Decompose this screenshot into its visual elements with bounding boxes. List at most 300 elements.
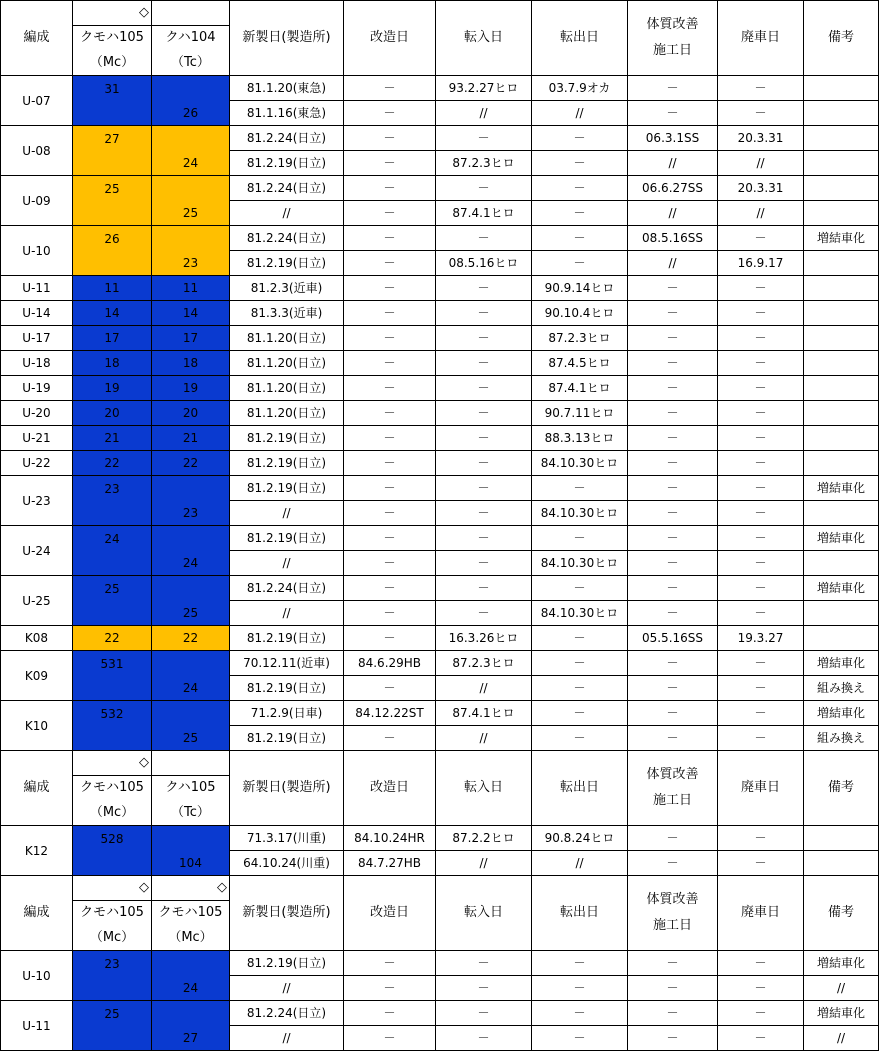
formation-row — [1, 951, 879, 976]
cell-out: － — [532, 526, 628, 551]
formation-row — [1, 401, 879, 426]
cell-notes — [804, 451, 879, 476]
cell-in: // — [436, 101, 532, 126]
cell-built: 81.2.19(日立) — [230, 626, 344, 651]
cell-renov: － — [628, 701, 718, 726]
car1-number: 17 — [73, 326, 152, 351]
header-scrapped: 廃車日 — [718, 751, 804, 826]
car2-number: 25 — [152, 576, 230, 626]
formation-name: U-22 — [1, 451, 73, 476]
cell-out: － — [532, 701, 628, 726]
formation-name: U-20 — [1, 401, 73, 426]
header-car1-type: （Mc） — [73, 801, 152, 826]
cell-out: － — [532, 951, 628, 976]
cell-in: － — [436, 401, 532, 426]
cell-rebuilt: － — [344, 976, 436, 1001]
formation-row — [1, 1001, 879, 1026]
cell-in: 87.2.3ヒロ — [436, 651, 532, 676]
car1-number: 23 — [73, 476, 152, 526]
cell-renov: － — [628, 76, 718, 101]
header-car1-type: （Mc） — [73, 51, 152, 76]
cell-in: 87.4.1ヒロ — [436, 201, 532, 226]
cell-renov: － — [628, 601, 718, 626]
cell-scrapped: 16.9.17 — [718, 251, 804, 276]
cell-rebuilt: 84.6.29HB — [344, 651, 436, 676]
cell-notes — [804, 201, 879, 226]
header-car2-type: （Tc） — [152, 51, 230, 76]
car2-number: 104 — [152, 826, 230, 876]
cell-in: 87.4.1ヒロ — [436, 701, 532, 726]
cell-rebuilt: － — [344, 101, 436, 126]
cell-rebuilt: － — [344, 251, 436, 276]
cell-built: 81.2.24(日立) — [230, 226, 344, 251]
cell-out: // — [532, 851, 628, 876]
formation-name: U-24 — [1, 526, 73, 576]
cell-out: 90.10.4ヒロ — [532, 301, 628, 326]
cell-out: － — [532, 651, 628, 676]
cell-notes: 増結車化 — [804, 226, 879, 251]
cell-scrapped: － — [718, 976, 804, 1001]
cell-scrapped: － — [718, 101, 804, 126]
formation-row — [1, 451, 879, 476]
cell-renov: － — [628, 676, 718, 701]
header-car1-type: （Mc） — [73, 926, 152, 951]
cell-in: － — [436, 526, 532, 551]
header-scrapped: 廃車日 — [718, 876, 804, 951]
cell-renov: － — [628, 451, 718, 476]
header-transfer-out: 転出日 — [532, 1, 628, 76]
formation-row — [1, 76, 879, 101]
cell-out: － — [532, 226, 628, 251]
cell-in: － — [436, 376, 532, 401]
formation-name: U-10 — [1, 226, 73, 276]
cell-in: // — [436, 676, 532, 701]
cell-in: － — [436, 976, 532, 1001]
car1-number: 18 — [73, 351, 152, 376]
cell-built: 70.12.11(近車) — [230, 651, 344, 676]
cell-notes — [804, 101, 879, 126]
cell-in: // — [436, 851, 532, 876]
cell-notes — [804, 601, 879, 626]
cell-out: 87.4.5ヒロ — [532, 351, 628, 376]
cell-built: 71.2.9(日車) — [230, 701, 344, 726]
formation-row — [1, 376, 879, 401]
cell-renov: － — [628, 651, 718, 676]
cell-out: 90.8.24ヒロ — [532, 826, 628, 851]
cell-notes — [804, 326, 879, 351]
header-rebuilt: 改造日 — [344, 1, 436, 76]
cell-built: 81.1.20(日立) — [230, 351, 344, 376]
cell-notes — [804, 251, 879, 276]
header-car1-name: クモハ105 — [73, 901, 152, 926]
formation-name: U-11 — [1, 1001, 73, 1051]
car1-number: 27 — [73, 126, 152, 176]
cell-notes: 組み換え — [804, 676, 879, 701]
cell-rebuilt: － — [344, 676, 436, 701]
cell-out: － — [532, 976, 628, 1001]
formation-row — [1, 626, 879, 651]
header-car2-type: （Mc） — [152, 926, 230, 951]
car2-number: 25 — [152, 176, 230, 226]
header-formation: 編成 — [1, 876, 73, 951]
formation-name: K12 — [1, 826, 73, 876]
cell-notes: 増結車化 — [804, 476, 879, 501]
formation-name: U-11 — [1, 276, 73, 301]
header-car1-name: クモハ105 — [73, 26, 152, 51]
cell-out: － — [532, 1001, 628, 1026]
cell-renov: － — [628, 851, 718, 876]
cell-notes: 増結車化 — [804, 576, 879, 601]
formation-row — [1, 176, 879, 201]
cell-rebuilt: － — [344, 151, 436, 176]
cell-notes — [804, 626, 879, 651]
cell-scrapped: － — [718, 226, 804, 251]
cell-rebuilt: － — [344, 601, 436, 626]
car1-number: 24 — [73, 526, 152, 576]
cell-scrapped: － — [718, 351, 804, 376]
cell-out: － — [532, 676, 628, 701]
cell-renov: － — [628, 376, 718, 401]
cell-built: 71.3.17(川重) — [230, 826, 344, 851]
cell-scrapped: － — [718, 651, 804, 676]
cell-renov: 06.3.1SS — [628, 126, 718, 151]
cell-rebuilt: － — [344, 126, 436, 151]
header-row — [1, 876, 879, 901]
cell-in: － — [436, 951, 532, 976]
formation-row — [1, 426, 879, 451]
cell-in: 87.2.3ヒロ — [436, 151, 532, 176]
car1-number: 25 — [73, 576, 152, 626]
header-car2-type: （Tc） — [152, 801, 230, 826]
car2-number: 19 — [152, 376, 230, 401]
cell-in: 87.2.2ヒロ — [436, 826, 532, 851]
cell-renov: － — [628, 826, 718, 851]
header-renovation-line1: 体質改善 — [646, 767, 699, 782]
cell-scrapped: － — [718, 551, 804, 576]
car2-number: 26 — [152, 76, 230, 126]
header-row — [1, 751, 879, 776]
cell-rebuilt: － — [344, 1026, 436, 1051]
cell-in: 08.5.16ヒロ — [436, 251, 532, 276]
cell-out: － — [532, 476, 628, 501]
cell-out: － — [532, 176, 628, 201]
formation-name: U-21 — [1, 426, 73, 451]
formation-row — [1, 476, 879, 501]
cell-scrapped: － — [718, 426, 804, 451]
cell-out: － — [532, 1026, 628, 1051]
car2-number: 14 — [152, 301, 230, 326]
formation-row — [1, 701, 879, 726]
formation-name: K09 — [1, 651, 73, 701]
cell-rebuilt: － — [344, 1001, 436, 1026]
cell-scrapped: － — [718, 326, 804, 351]
header-transfer-out: 転出日 — [532, 876, 628, 951]
cell-rebuilt: － — [344, 376, 436, 401]
cell-out: 87.2.3ヒロ — [532, 326, 628, 351]
cell-in: － — [436, 351, 532, 376]
cell-scrapped: － — [718, 301, 804, 326]
header-built: 新製日(製造所) — [230, 751, 344, 826]
cell-built: // — [230, 601, 344, 626]
cell-notes — [804, 551, 879, 576]
cell-notes: // — [804, 976, 879, 1001]
cell-scrapped: － — [718, 526, 804, 551]
cell-in: 16.3.26ヒロ — [436, 626, 532, 651]
formation-name: U-25 — [1, 576, 73, 626]
car2-number: 18 — [152, 351, 230, 376]
cell-renov: － — [628, 1026, 718, 1051]
car1-number: 531 — [73, 651, 152, 701]
cell-built: 81.1.20(日立) — [230, 376, 344, 401]
car2-diamond-icon — [152, 1, 230, 26]
cell-built: 81.1.20(日立) — [230, 401, 344, 426]
cell-notes — [804, 176, 879, 201]
cell-built: 81.1.20(日立) — [230, 326, 344, 351]
header-transfer-out: 転出日 — [532, 751, 628, 826]
cell-renov: － — [628, 101, 718, 126]
cell-renov: － — [628, 976, 718, 1001]
cell-notes — [804, 401, 879, 426]
header-scrapped: 廃車日 — [718, 1, 804, 76]
cell-renov: － — [628, 276, 718, 301]
cell-out: 90.9.14ヒロ — [532, 276, 628, 301]
cell-renov: － — [628, 551, 718, 576]
car2-number: 24 — [152, 951, 230, 1001]
cell-built: 81.2.19(日立) — [230, 426, 344, 451]
car1-number: 31 — [73, 76, 152, 126]
car1-diamond-icon: ◇ — [73, 751, 152, 776]
cell-renov: － — [628, 326, 718, 351]
cell-built: 81.2.24(日立) — [230, 576, 344, 601]
car1-number: 25 — [73, 176, 152, 226]
cell-built: // — [230, 976, 344, 1001]
cell-built: 81.3.3(近車) — [230, 301, 344, 326]
cell-out: 90.7.11ヒロ — [532, 401, 628, 426]
cell-renov: 06.6.27SS — [628, 176, 718, 201]
cell-built: 81.1.16(東急) — [230, 101, 344, 126]
cell-rebuilt: － — [344, 526, 436, 551]
cell-rebuilt: － — [344, 551, 436, 576]
cell-notes: 増結車化 — [804, 526, 879, 551]
cell-scrapped: － — [718, 576, 804, 601]
cell-built: 81.2.19(日立) — [230, 951, 344, 976]
cell-renov: // — [628, 201, 718, 226]
header-renovation-line1: 体質改善 — [646, 892, 699, 907]
cell-rebuilt: － — [344, 401, 436, 426]
car1-number: 22 — [73, 626, 152, 651]
formation-name: U-07 — [1, 76, 73, 126]
cell-in: － — [436, 451, 532, 476]
header-renovation — [628, 876, 718, 951]
cell-notes — [804, 276, 879, 301]
cell-built: 81.2.19(日立) — [230, 251, 344, 276]
car2-number: 11 — [152, 276, 230, 301]
cell-rebuilt: － — [344, 626, 436, 651]
formation-row — [1, 226, 879, 251]
cell-in: － — [436, 301, 532, 326]
cell-in: － — [436, 476, 532, 501]
formation-row — [1, 276, 879, 301]
formation-row — [1, 651, 879, 676]
cell-renov: － — [628, 476, 718, 501]
cell-renov: // — [628, 251, 718, 276]
cell-out: － — [532, 726, 628, 751]
cell-out: 84.10.30ヒロ — [532, 601, 628, 626]
car2-number: 24 — [152, 126, 230, 176]
cell-notes: 増結車化 — [804, 651, 879, 676]
cell-out: － — [532, 626, 628, 651]
cell-notes — [804, 851, 879, 876]
formation-row — [1, 351, 879, 376]
cell-renov: － — [628, 301, 718, 326]
car2-diamond-icon: ◇ — [152, 876, 230, 901]
formation-row — [1, 126, 879, 151]
formation-name: K08 — [1, 626, 73, 651]
header-renovation — [628, 1, 718, 76]
cell-in: － — [436, 1026, 532, 1051]
cell-notes — [804, 426, 879, 451]
cell-scrapped: 20.3.31 — [718, 176, 804, 201]
cell-in: － — [436, 326, 532, 351]
car2-number: 22 — [152, 626, 230, 651]
cell-in: － — [436, 176, 532, 201]
cell-notes — [804, 376, 879, 401]
cell-notes: // — [804, 1026, 879, 1051]
car1-number: 22 — [73, 451, 152, 476]
cell-renov: － — [628, 951, 718, 976]
cell-in: － — [436, 1001, 532, 1026]
cell-rebuilt: 84.12.22ST — [344, 701, 436, 726]
cell-built: 81.2.24(日立) — [230, 126, 344, 151]
header-notes: 備考 — [804, 1, 879, 76]
cell-rebuilt: － — [344, 951, 436, 976]
cell-out: 84.10.30ヒロ — [532, 501, 628, 526]
cell-notes — [804, 76, 879, 101]
cell-rebuilt: － — [344, 476, 436, 501]
car1-diamond-icon: ◇ — [73, 876, 152, 901]
cell-renov: － — [628, 526, 718, 551]
cell-scrapped: － — [718, 476, 804, 501]
cell-renov: － — [628, 401, 718, 426]
cell-in: － — [436, 601, 532, 626]
cell-scrapped: － — [718, 951, 804, 976]
car2-number: 17 — [152, 326, 230, 351]
cell-built: 81.1.20(東急) — [230, 76, 344, 101]
car1-number: 14 — [73, 301, 152, 326]
cell-built: 81.2.24(日立) — [230, 176, 344, 201]
cell-rebuilt: － — [344, 301, 436, 326]
cell-in: － — [436, 426, 532, 451]
car2-number: 25 — [152, 701, 230, 751]
header-transfer-in: 転入日 — [436, 876, 532, 951]
cell-scrapped: // — [718, 201, 804, 226]
header-renovation-line1: 体質改善 — [646, 17, 699, 32]
formation-name: U-19 — [1, 376, 73, 401]
car1-diamond-icon: ◇ — [73, 1, 152, 26]
car2-number: 27 — [152, 1001, 230, 1051]
cell-out: 88.3.13ヒロ — [532, 426, 628, 451]
cell-built: // — [230, 201, 344, 226]
cell-scrapped: － — [718, 501, 804, 526]
cell-built: 81.2.19(日立) — [230, 476, 344, 501]
cell-built: 81.2.19(日立) — [230, 526, 344, 551]
cell-rebuilt: － — [344, 326, 436, 351]
formation-row — [1, 301, 879, 326]
cell-rebuilt: 84.7.27HB — [344, 851, 436, 876]
cell-notes: 組み換え — [804, 726, 879, 751]
formation-row — [1, 576, 879, 601]
header-transfer-in: 転入日 — [436, 751, 532, 826]
formation-name: U-18 — [1, 351, 73, 376]
cell-renov: － — [628, 1001, 718, 1026]
header-car1-name: クモハ105 — [73, 776, 152, 801]
cell-rebuilt: － — [344, 276, 436, 301]
formation-name: U-09 — [1, 176, 73, 226]
cell-out: // — [532, 101, 628, 126]
cell-scrapped: － — [718, 826, 804, 851]
cell-renov: 05.5.16SS — [628, 626, 718, 651]
cell-out: － — [532, 201, 628, 226]
cell-in: － — [436, 226, 532, 251]
cell-scrapped: － — [718, 76, 804, 101]
header-rebuilt: 改造日 — [344, 751, 436, 826]
car1-number: 532 — [73, 701, 152, 751]
formation-row — [1, 826, 879, 851]
header-renovation-line2: 施工日 — [652, 43, 692, 58]
cell-built: // — [230, 551, 344, 576]
car2-number: 23 — [152, 226, 230, 276]
header-transfer-in: 転入日 — [436, 1, 532, 76]
cell-scrapped: － — [718, 401, 804, 426]
formation-name: U-14 — [1, 301, 73, 326]
cell-scrapped: － — [718, 601, 804, 626]
car1-number: 25 — [73, 1001, 152, 1051]
car2-number: 20 — [152, 401, 230, 426]
header-rebuilt: 改造日 — [344, 876, 436, 951]
cell-notes: 増結車化 — [804, 951, 879, 976]
cell-renov: 08.5.16SS — [628, 226, 718, 251]
car1-number: 528 — [73, 826, 152, 876]
cell-built: // — [230, 501, 344, 526]
formation-name: U-08 — [1, 126, 73, 176]
cell-scrapped: － — [718, 451, 804, 476]
cell-scrapped: － — [718, 276, 804, 301]
car1-number: 11 — [73, 276, 152, 301]
car2-diamond-icon — [152, 751, 230, 776]
cell-rebuilt: 84.10.24HR — [344, 826, 436, 851]
cell-rebuilt: － — [344, 451, 436, 476]
cell-in: － — [436, 576, 532, 601]
header-built: 新製日(製造所) — [230, 1, 344, 76]
table-body — [1, 1, 879, 1051]
cell-rebuilt: － — [344, 426, 436, 451]
formation-row — [1, 526, 879, 551]
cell-scrapped: － — [718, 1001, 804, 1026]
cell-notes — [804, 126, 879, 151]
cell-in: 93.2.27ヒロ — [436, 76, 532, 101]
cell-built: 81.2.3(近車) — [230, 276, 344, 301]
cell-in: // — [436, 726, 532, 751]
header-car2-name: クハ105 — [152, 776, 230, 801]
car1-number: 20 — [73, 401, 152, 426]
cell-rebuilt: － — [344, 201, 436, 226]
cell-rebuilt: － — [344, 76, 436, 101]
cell-scrapped: 19.3.27 — [718, 626, 804, 651]
cell-renov: － — [628, 501, 718, 526]
cell-notes — [804, 501, 879, 526]
cell-built: 81.2.19(日立) — [230, 726, 344, 751]
cell-out: 87.4.1ヒロ — [532, 376, 628, 401]
